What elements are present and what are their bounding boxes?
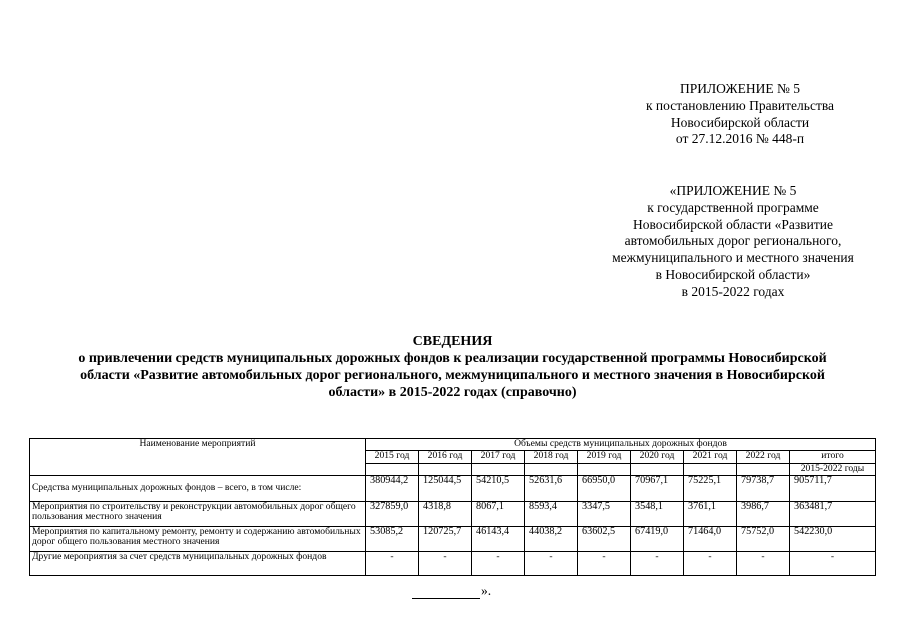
row-value: 46143,4 (472, 526, 525, 551)
row-value: 63602,5 (578, 526, 631, 551)
table-row (30, 501, 876, 526)
appendix-decree-line: Новосибирской области (670, 114, 810, 130)
appendix-program-line: к государственной программе (647, 199, 819, 215)
row-value: 327859,0 (366, 501, 419, 526)
appendix-decree-line: к постановлению Правительства (645, 97, 835, 113)
row-value: 125044,5 (419, 475, 472, 501)
appendix-program-line: в Новосибирской области» (655, 266, 811, 282)
document-title (20, 333, 885, 401)
closing-mark-line (412, 583, 491, 599)
row-name: Мероприятия по капитальному ремонту, ремонту и содержанию автомобильных дорог общего пользования местного значения (30, 526, 366, 551)
row-value: 8067,1 (472, 501, 525, 526)
row-value: 71464,0 (684, 526, 737, 551)
row-value: 3986,7 (737, 501, 790, 526)
name-column-header: Наименование мероприятий (30, 439, 366, 476)
row-value: 79738,7 (737, 475, 790, 501)
year-header: 2017 год (472, 450, 525, 463)
row-value: 54210,5 (472, 475, 525, 501)
row-value: 67419,0 (631, 526, 684, 551)
row-value: 44038,2 (525, 526, 578, 551)
document-heading: СВЕДЕНИЯ (412, 334, 493, 349)
appendix-decree-block (600, 81, 880, 148)
funds-group-header: Объемы средств муниципальных дорожных фондов (366, 439, 876, 451)
row-value: 70967,1 (631, 475, 684, 501)
row-value: 3347,5 (578, 501, 631, 526)
row-value: 4318,8 (419, 501, 472, 526)
row-value: 52631,6 (525, 475, 578, 501)
document-title-line: о привлечении средств муниципальных дорожных фондов к реализации государственной программы Новосибирской (78, 351, 827, 366)
row-value: - (631, 551, 684, 575)
year-header: 2016 год (419, 450, 472, 463)
row-value: 380944,2 (366, 475, 419, 501)
year-header: 2015 год (366, 450, 419, 463)
document-title-line: области «Развитие автомобильных дорог регионального, межмуниципального и местного значения в Новосибирской (80, 368, 825, 383)
row-total: 363481,7 (790, 501, 876, 526)
row-value: - (472, 551, 525, 575)
total-subheader: 2015-2022 годы (790, 463, 876, 475)
year-header: 2020 год (631, 450, 684, 463)
table-row (30, 475, 876, 501)
row-value: 66950,0 (578, 475, 631, 501)
funds-table (29, 438, 876, 576)
appendix-program-line: Новосибирской области «Развитие (633, 216, 833, 232)
year-header: 2022 год (737, 450, 790, 463)
row-value: 3761,1 (684, 501, 737, 526)
row-total: 542230,0 (790, 526, 876, 551)
table-row (30, 551, 876, 575)
row-value: - (684, 551, 737, 575)
row-value: 120725,7 (419, 526, 472, 551)
row-value: 53085,2 (366, 526, 419, 551)
row-name: Средства муниципальных дорожных фондов – всего, в том числе: (30, 475, 366, 501)
row-value: 3548,1 (631, 501, 684, 526)
row-value: - (366, 551, 419, 575)
row-name: Другие мероприятия за счет средств муниципальных дорожных фондов (30, 551, 366, 575)
row-value: 8593,4 (525, 501, 578, 526)
appendix-program-line: в 2015-2022 годах (681, 283, 785, 299)
row-total: 905711,7 (790, 475, 876, 501)
appendix-program-block (578, 183, 888, 301)
closing-mark: ». (481, 583, 492, 598)
row-total: - (790, 551, 876, 575)
row-value: - (578, 551, 631, 575)
year-header: 2019 год (578, 450, 631, 463)
row-name: Мероприятия по строительству и реконструкции автомобильных дорог общего пользования местного значения (30, 501, 366, 526)
row-value: 75225,1 (684, 475, 737, 501)
row-value: - (525, 551, 578, 575)
closing-underline (412, 586, 480, 599)
table-row (30, 526, 876, 551)
document-title-line: области» в 2015-2022 годах (справочно) (328, 385, 577, 400)
year-header: 2021 год (684, 450, 737, 463)
appendix-program-line: межмуниципального и местного значения (612, 250, 854, 266)
table-header-row (30, 439, 876, 451)
total-header: итого (790, 450, 876, 463)
appendix-decree-line: от 27.12.2016 № 448-п (675, 131, 805, 147)
appendix-program-line: автомобильных дорог регионального, (624, 233, 842, 249)
appendix-program-line: «ПРИЛОЖЕНИЕ № 5 (669, 183, 797, 198)
row-value: - (419, 551, 472, 575)
row-value: - (737, 551, 790, 575)
row-value: 75752,0 (737, 526, 790, 551)
appendix-decree-line: ПРИЛОЖЕНИЕ № 5 (679, 81, 801, 96)
year-header: 2018 год (525, 450, 578, 463)
